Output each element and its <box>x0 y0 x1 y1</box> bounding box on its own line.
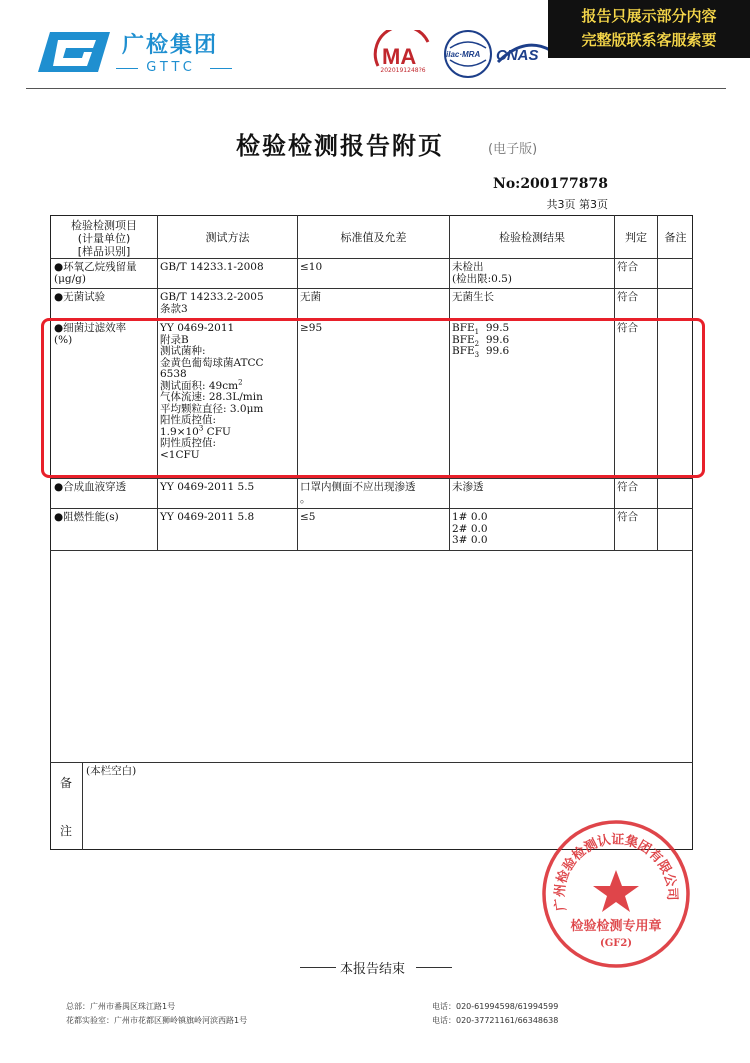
promo-banner <box>548 0 750 58</box>
ilac-text: ilac·MRA <box>446 50 481 59</box>
cell-text-part: CFU <box>203 425 231 438</box>
cell-subscript: 3 <box>474 351 480 360</box>
table-row-eo-method: GB/T 14233.1-2008 <box>160 261 264 273</box>
table-row-flame-method: YY 0469-2011 5.8 <box>160 511 255 523</box>
cell-text: GB/T 14233.2-2005 <box>160 291 264 303</box>
report-number: No:200177878 <box>493 176 608 192</box>
cell-text: (μg/g) <box>54 272 86 285</box>
table-row-bfe-standard: ≥95 <box>300 322 323 334</box>
row-divider <box>50 258 693 259</box>
cell-text-part: 测试面积: 49cm <box>160 379 239 392</box>
col-divider <box>82 762 83 850</box>
footer-phone-lab: 电话：020-37721161/66348638 <box>432 1016 559 1025</box>
table-row-sterile-item: ●无菌试验 <box>54 291 106 303</box>
cell-text: 。 <box>300 492 311 505</box>
cnas-logo-icon <box>494 34 554 74</box>
seal-code: (GF2) <box>599 938 633 949</box>
table-row-blood-result: 未渗透 <box>452 481 484 493</box>
official-seal-icon <box>540 818 692 970</box>
banner-line-1: 报告只展示部分内容 <box>581 7 717 25</box>
results-table <box>50 215 693 850</box>
table-row-sterile-method <box>160 292 264 315</box>
cell-superscript: 3 <box>198 424 204 432</box>
cell-subscript: 1 <box>474 328 480 337</box>
cell-text-part: BFE <box>452 322 475 334</box>
cell-text: 金黄色葡萄球菌ATCC <box>160 356 264 369</box>
cell-text: ●环氧乙烷残留量 <box>54 261 137 273</box>
row-divider <box>50 478 693 479</box>
table-row-blood-judge: 符合 <box>617 481 638 493</box>
table-row-bfe-judge: 符合 <box>617 322 638 334</box>
gttc-logo-icon <box>36 28 112 76</box>
row-divider <box>50 550 693 551</box>
edition-label: (电子版) <box>488 142 538 157</box>
page-title: 检验检测报告附页 <box>236 131 444 160</box>
table-row-flame-item: ●阻燃性能(s) <box>54 511 119 523</box>
seal-inner-text: 检验检测专用章 <box>570 919 662 934</box>
header-remark: 备注 <box>664 231 687 244</box>
cell-text: 条款3 <box>160 302 188 315</box>
cell-text: 阳性质控值: <box>160 414 217 426</box>
cell-text: 气体流速: 28.3L/min <box>160 391 263 403</box>
table-row-sterile-standard: 无菌 <box>300 291 321 303</box>
header-result: 检验检测结果 <box>499 231 565 244</box>
cell-text: 未检出 <box>452 261 484 273</box>
cell-text: 2# 0.0 <box>452 522 488 535</box>
ilac-mra-logo-icon <box>442 28 494 80</box>
cell-text: 附录B <box>160 333 189 346</box>
header-rule <box>26 88 726 89</box>
header-item-line: (计量单位) <box>77 232 131 245</box>
header-method: 测试方法 <box>205 231 250 244</box>
cma-code: 2020191248?6 <box>380 67 426 74</box>
cma-text: MA <box>382 44 417 69</box>
brand-name-en: GTTC <box>146 60 196 75</box>
row-divider <box>50 288 693 289</box>
header-item-line: [样品识别] <box>77 245 131 258</box>
footer-address-hq: 总部：广州市番禺区珠江路1号 <box>66 1002 176 1011</box>
cell-text: 6538 <box>160 368 187 380</box>
cnas-text: CNAS <box>496 47 539 64</box>
cell-superscript: 2 <box>238 378 243 386</box>
cell-text: 3# 0.0 <box>452 534 488 546</box>
footer-address-lab: 花都实验室：广州市花都区狮岭镇旗岭河滨西路1号 <box>66 1016 248 1025</box>
cell-text-part: 99.5 <box>485 322 510 334</box>
cell-text: 测试菌种: <box>160 345 206 357</box>
table-row-flame-judge: 符合 <box>617 511 638 523</box>
notes-label-1: 备 <box>60 776 73 790</box>
header-judge: 判定 <box>625 231 647 244</box>
table-row-blood-standard <box>300 482 416 505</box>
table-row-flame-result <box>452 512 488 547</box>
highlight-box <box>41 318 705 478</box>
cell-text: ●细菌过滤效率 <box>54 322 127 334</box>
cell-text-part: BFE <box>452 345 475 357</box>
cell-subscript: 2 <box>474 339 480 348</box>
table-row-eo-item <box>54 262 137 285</box>
row-divider <box>50 762 693 763</box>
cell-text: (检出限:0.5) <box>452 272 512 285</box>
end-line-right <box>416 967 452 968</box>
cell-text: (%) <box>54 333 73 346</box>
header-standard: 标准值及允差 <box>340 231 407 244</box>
header-item-line: 检验检测项目 <box>71 219 137 232</box>
footer-phone-hq: 电话：020-61994598/61994599 <box>432 1002 559 1011</box>
brand-name-cn: 广检集团 <box>122 33 219 58</box>
table-row-eo-judge: 符合 <box>617 261 638 273</box>
cell-text-part: BFE <box>452 333 475 346</box>
table-row-eo-result <box>452 262 512 285</box>
cell-text-part: 1.9×10 <box>160 425 199 438</box>
table-row-sterile-result: 无菌生长 <box>452 291 494 303</box>
row-divider <box>50 508 693 509</box>
cell-text: 阴性质控值: <box>160 437 217 449</box>
banner-line-2: 完整版联系客服索要 <box>581 31 717 49</box>
table-row-flame-standard: ≤5 <box>300 511 316 523</box>
notes-label-2: 注 <box>60 824 73 838</box>
table-row-blood-item: ●合成血液穿透 <box>54 481 127 493</box>
cell-text: YY 0469-2011 <box>160 322 235 334</box>
cell-text: 平均颗粒直径: 3.0μm <box>160 402 264 415</box>
end-of-report: 本报告结束 <box>340 962 406 977</box>
cell-text-part: 99.6 <box>485 345 510 357</box>
table-row-eo-standard: ≤10 <box>300 261 323 273</box>
header-item <box>52 219 156 258</box>
cell-text-part: 99.6 <box>485 333 510 346</box>
end-line-left <box>300 967 336 968</box>
page-info: 共3页 第3页 <box>546 198 608 211</box>
cell-text: 1# 0.0 <box>452 511 488 523</box>
cell-text: 口罩内侧面不应出现渗透 <box>300 481 416 493</box>
notes-text: (本栏空白) <box>86 765 137 777</box>
table-row-sterile-judge: 符合 <box>617 291 638 303</box>
seal-ring-text: 广州检验检测认证集团有限公司 <box>552 832 680 912</box>
cell-text: <1CFU <box>160 448 200 461</box>
table-row-blood-method: YY 0469-2011 5.5 <box>160 481 255 493</box>
